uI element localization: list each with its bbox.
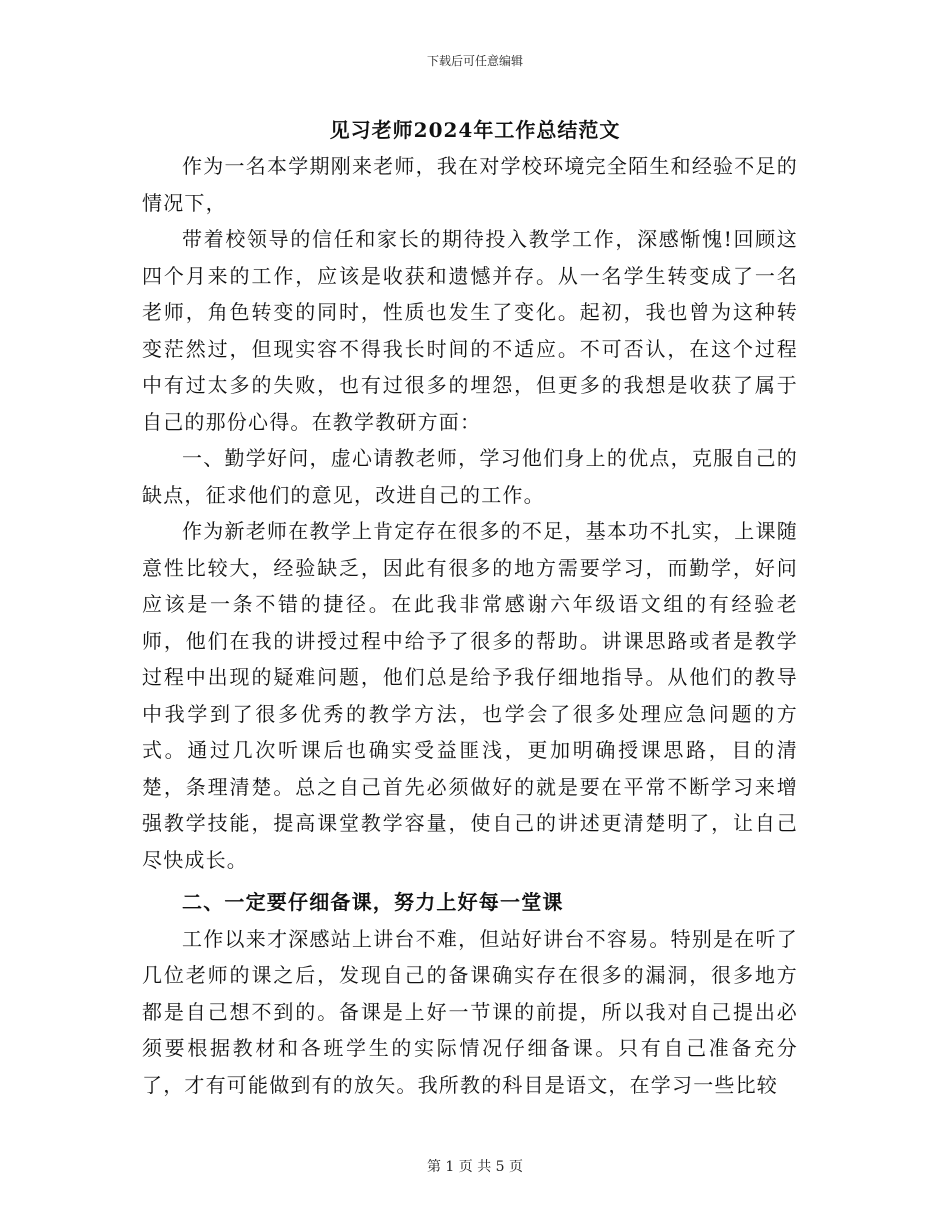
document-title: 见习老师2024年工作总结范文 (329, 118, 621, 142)
page-footer-number: 第 1 页 共 5 页 (426, 1159, 524, 1175)
paragraph-point-two-detail: 工作以来才深感站上讲台不难，但站好讲台不容易。特别是在听了几位老师的课之后，发现自己的备课确实存在很多的漏洞，很多地方都是自己想不到的。备课是上好一节课的前提，所以我对自己提出必须要根据教材和各班学生的实际情况仔细备课。只有自己准备充分了，才有可能做到有的放矢。我所教的科目是语文，在学习一些比较 (142, 926, 798, 1097)
document-body (142, 148, 798, 1103)
paragraph-reflection: 带着校领导的信任和家长的期待投入教学工作，深感惭愧!回顾这四个月来的工作，应该是收获和遗憾并存。从一名学生转变成了一名老师，角色转变的同时，性质也发生了变化。起初，我也曾为这种转变茫然过，但现实容不得我长时间的不适应。不可否认，在这个过程中有过太多的失败，也有过很多的埋怨，但更多的我想是收获了属于自己的那份心得。在教学教研方面： (142, 227, 798, 434)
paragraph-intro: 作为一名本学期刚来老师，我在对学校环境完全陌生和经验不足的情况下， (142, 154, 798, 215)
paragraph-point-one-detail: 作为新老师在教学上肯定存在很多的不足，基本功不扎实，上课随意性比较大，经验缺乏，因此有很多的地方需要学习，而勤学，好问应该是一条不错的捷径。在此我非常感谢六年级语文组的有经验老师，他们在我的讲授过程中给予了很多的帮助。讲课思路或者是教学过程中出现的疑难问题，他们总是给予我仔细地指导。从他们的教导中我学到了很多优秀的教学方法，也学会了很多处理应急问题的方式。通过几次听课后也确实受益匪浅，更加明确授课思路，目的清楚，条理清楚。总之自己首先必须做好的就是要在平常不断学习来增强教学技能，提高课堂教学容量，使自己的讲述更清楚明了，让自己尽快成长。 (142, 519, 798, 872)
page-header-note: 下载后可任意编辑 (426, 54, 523, 68)
paragraph-point-one: 一、勤学好问，虚心请教老师，学习他们身上的优点，克服自己的缺点，征求他们的意见，改进自己的工作。 (142, 446, 798, 507)
section-heading-two: 二、一定要仔细备课，努力上好每一堂课 (182, 890, 564, 914)
